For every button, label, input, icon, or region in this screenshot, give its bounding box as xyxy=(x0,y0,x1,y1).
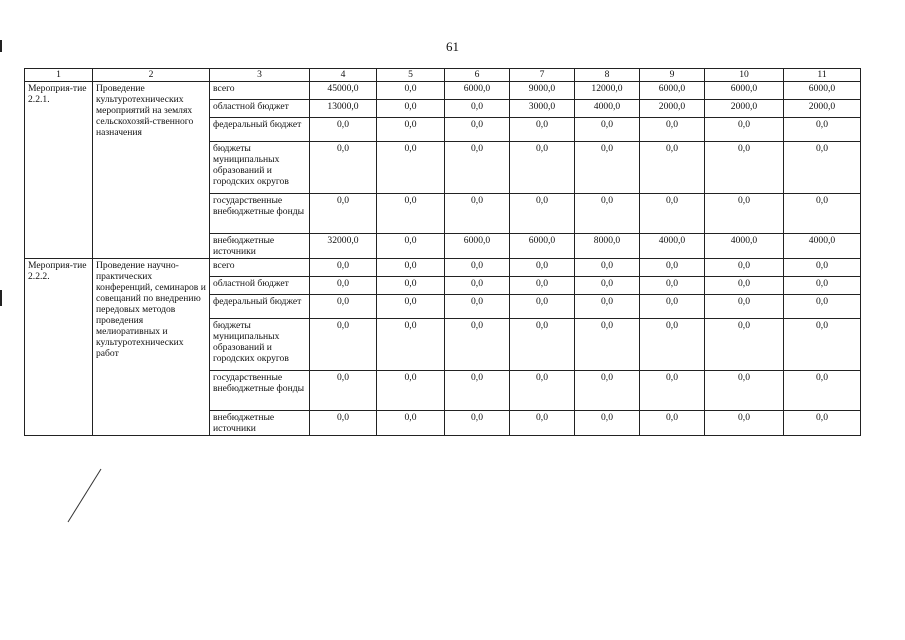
table-row xyxy=(25,259,861,277)
funding-value: 4000,0 xyxy=(640,234,705,259)
funding-value: 0,0 xyxy=(445,371,510,411)
funding-source: областной бюджет xyxy=(210,100,310,118)
funding-value: 0,0 xyxy=(784,371,861,411)
funding-value: 0,0 xyxy=(575,277,640,295)
funding-value: 0,0 xyxy=(640,371,705,411)
funding-value: 0,0 xyxy=(445,295,510,319)
funding-value: 8000,0 xyxy=(575,234,640,259)
funding-value: 0,0 xyxy=(784,142,861,194)
funding-value: 0,0 xyxy=(784,277,861,295)
funding-value: 0,0 xyxy=(705,142,784,194)
funding-value: 0,0 xyxy=(640,194,705,234)
funding-value: 0,0 xyxy=(784,259,861,277)
funding-value: 0,0 xyxy=(377,100,445,118)
column-number: 7 xyxy=(510,69,575,82)
funding-value: 0,0 xyxy=(445,142,510,194)
funding-value: 0,0 xyxy=(377,295,445,319)
funding-value: 0,0 xyxy=(445,259,510,277)
funding-value: 0,0 xyxy=(575,411,640,436)
funding-value: 6000,0 xyxy=(705,82,784,100)
funding-value: 0,0 xyxy=(575,142,640,194)
funding-value: 0,0 xyxy=(705,371,784,411)
funding-value: 45000,0 xyxy=(310,82,377,100)
funding-value: 0,0 xyxy=(575,371,640,411)
column-number: 4 xyxy=(310,69,377,82)
funding-value: 0,0 xyxy=(310,295,377,319)
funding-value: 9000,0 xyxy=(510,82,575,100)
funding-value: 12000,0 xyxy=(575,82,640,100)
funding-value: 6000,0 xyxy=(445,82,510,100)
funding-value: 0,0 xyxy=(510,295,575,319)
activity-name: Проведение культуротехнических мероприятий на землях сельскохозяй-ственного назначения xyxy=(93,82,210,259)
funding-value: 6000,0 xyxy=(640,82,705,100)
funding-source: государственные внебюджетные фонды xyxy=(210,194,310,234)
funding-source: федеральный бюджет xyxy=(210,118,310,142)
funding-table xyxy=(24,68,861,436)
funding-source: федеральный бюджет xyxy=(210,295,310,319)
funding-value: 0,0 xyxy=(784,411,861,436)
funding-value: 13000,0 xyxy=(310,100,377,118)
activity-id: Мероприя-тие 2.2.2. xyxy=(25,259,93,436)
page-number: 61 xyxy=(446,39,459,54)
funding-value: 0,0 xyxy=(445,118,510,142)
funding-source: государственные внебюджетные фонды xyxy=(210,371,310,411)
funding-value: 0,0 xyxy=(310,194,377,234)
funding-value: 0,0 xyxy=(510,259,575,277)
funding-value: 0,0 xyxy=(705,118,784,142)
funding-value: 0,0 xyxy=(377,118,445,142)
funding-value: 4000,0 xyxy=(784,234,861,259)
funding-value: 0,0 xyxy=(705,194,784,234)
funding-value: 0,0 xyxy=(310,371,377,411)
table-row xyxy=(25,82,861,100)
activity-name: Проведение научно-практических конференций, семинаров и совещаний по внедрению передовых методов проведения мелиоративных и культуротехнических работ xyxy=(93,259,210,436)
funding-value: 0,0 xyxy=(784,295,861,319)
funding-value: 0,0 xyxy=(640,295,705,319)
funding-value: 0,0 xyxy=(705,295,784,319)
column-number: 1 xyxy=(25,69,93,82)
column-number-row xyxy=(25,69,861,82)
funding-value: 0,0 xyxy=(310,319,377,371)
funding-value: 0,0 xyxy=(510,277,575,295)
funding-value: 0,0 xyxy=(310,411,377,436)
funding-value: 3000,0 xyxy=(510,100,575,118)
funding-value: 0,0 xyxy=(310,142,377,194)
funding-value: 0,0 xyxy=(575,319,640,371)
funding-source: бюджеты муниципальных образований и городских округов xyxy=(210,142,310,194)
funding-value: 0,0 xyxy=(640,319,705,371)
funding-value: 2000,0 xyxy=(640,100,705,118)
funding-source: всего xyxy=(210,259,310,277)
funding-value: 0,0 xyxy=(310,259,377,277)
activity-id: Мероприя-тие 2.2.1. xyxy=(25,82,93,259)
funding-value: 0,0 xyxy=(510,411,575,436)
funding-value: 0,0 xyxy=(705,259,784,277)
funding-value: 6000,0 xyxy=(510,234,575,259)
funding-value: 0,0 xyxy=(377,142,445,194)
funding-value: 4000,0 xyxy=(705,234,784,259)
funding-value: 2000,0 xyxy=(784,100,861,118)
funding-value: 6000,0 xyxy=(784,82,861,100)
funding-value: 0,0 xyxy=(377,234,445,259)
column-number: 8 xyxy=(575,69,640,82)
funding-value: 0,0 xyxy=(640,277,705,295)
funding-value: 0,0 xyxy=(705,277,784,295)
funding-value: 0,0 xyxy=(575,194,640,234)
funding-value: 0,0 xyxy=(510,142,575,194)
funding-value: 0,0 xyxy=(575,118,640,142)
funding-value: 0,0 xyxy=(445,319,510,371)
funding-value: 0,0 xyxy=(377,371,445,411)
funding-value: 0,0 xyxy=(377,259,445,277)
funding-source: бюджеты муниципальных образований и городских округов xyxy=(210,319,310,371)
funding-value: 0,0 xyxy=(445,277,510,295)
column-number: 2 xyxy=(93,69,210,82)
funding-value: 0,0 xyxy=(510,194,575,234)
funding-value: 0,0 xyxy=(310,277,377,295)
column-number: 9 xyxy=(640,69,705,82)
funding-value: 0,0 xyxy=(575,259,640,277)
column-number: 6 xyxy=(445,69,510,82)
funding-value: 0,0 xyxy=(640,259,705,277)
funding-value: 0,0 xyxy=(510,118,575,142)
funding-value: 0,0 xyxy=(377,194,445,234)
funding-value: 0,0 xyxy=(377,82,445,100)
funding-value: 0,0 xyxy=(445,194,510,234)
funding-value: 0,0 xyxy=(510,371,575,411)
column-number: 10 xyxy=(705,69,784,82)
funding-source: внебюджетные источники xyxy=(210,411,310,436)
column-number: 3 xyxy=(210,69,310,82)
funding-value: 0,0 xyxy=(510,319,575,371)
funding-value: 0,0 xyxy=(640,118,705,142)
funding-value: 0,0 xyxy=(784,319,861,371)
funding-source: областной бюджет xyxy=(210,277,310,295)
funding-value: 0,0 xyxy=(640,142,705,194)
funding-value: 32000,0 xyxy=(310,234,377,259)
funding-source: всего xyxy=(210,82,310,100)
funding-value: 0,0 xyxy=(784,194,861,234)
column-number: 5 xyxy=(377,69,445,82)
pen-stroke-mark xyxy=(60,465,110,529)
funding-value: 0,0 xyxy=(445,411,510,436)
funding-value: 0,0 xyxy=(445,100,510,118)
funding-value: 0,0 xyxy=(377,277,445,295)
funding-value: 0,0 xyxy=(705,319,784,371)
funding-value: 6000,0 xyxy=(445,234,510,259)
funding-value: 0,0 xyxy=(705,411,784,436)
funding-value: 2000,0 xyxy=(705,100,784,118)
funding-value: 0,0 xyxy=(784,118,861,142)
funding-value: 0,0 xyxy=(575,295,640,319)
column-number: 11 xyxy=(784,69,861,82)
funding-source: внебюджетные источники xyxy=(210,234,310,259)
funding-value: 0,0 xyxy=(377,411,445,436)
funding-value: 4000,0 xyxy=(575,100,640,118)
scan-edge-mark xyxy=(0,290,2,306)
funding-value: 0,0 xyxy=(310,118,377,142)
funding-value: 0,0 xyxy=(377,319,445,371)
funding-value: 0,0 xyxy=(640,411,705,436)
